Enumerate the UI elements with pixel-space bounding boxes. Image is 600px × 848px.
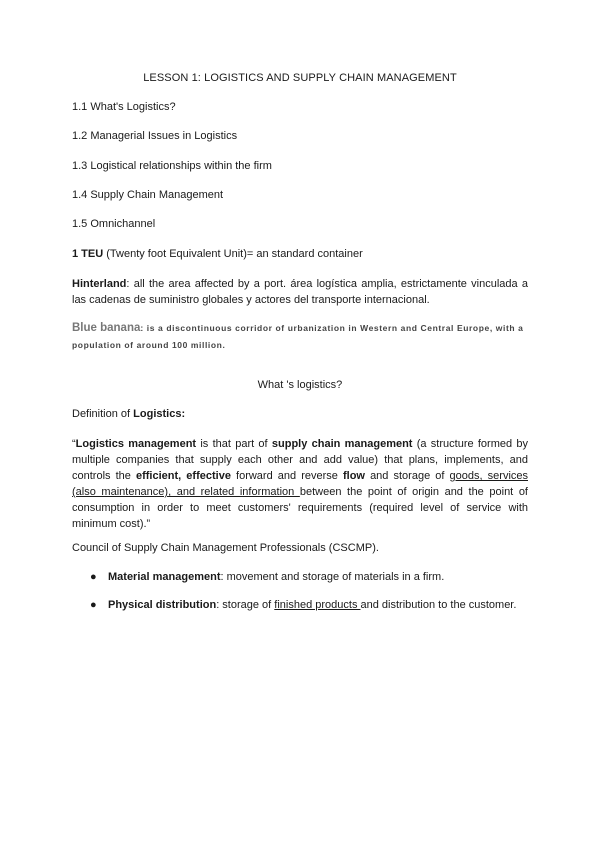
quote-underline: goods, services (also maintenance), and related information <box>72 470 528 498</box>
bullet-text: : movement and storage of materials in a firm. <box>220 571 445 583</box>
bullet-underline: finished products <box>274 599 361 611</box>
bullet-text: : storage of <box>216 599 275 611</box>
bullet-text: and distribution to the customer. <box>360 599 517 611</box>
quote-text: (a structure formed by multiple companies that supply each other and add value) that plans, implements, and controls the <box>72 438 529 482</box>
quote-text: “ <box>72 438 76 450</box>
toc-item: 1.3 Logistical relationships within the firm <box>72 160 272 172</box>
list-item <box>90 599 516 611</box>
quote-text: and storage of <box>364 470 450 482</box>
hinterland-term: Hinterland <box>72 278 127 290</box>
source-citation: Council of Supply Chain Management Professionals (CSCMP). <box>72 542 379 554</box>
blue-banana-term: Blue banana <box>72 322 141 334</box>
blue-banana-definition <box>72 320 528 354</box>
teu-definition <box>72 248 363 260</box>
quote-text: between the point of origin and the point of consumption in order to meet customers' requirements (required level of service with minimum cost).” <box>72 486 528 530</box>
bullet-icon: ● <box>90 571 97 583</box>
quote-bold: efficient, effective <box>135 470 231 482</box>
toc-item: 1.5 Omnichannel <box>72 218 156 230</box>
definition-label <box>72 408 185 420</box>
bullet-icon: ● <box>90 599 97 611</box>
toc-item: 1.1 What's Logistics? <box>72 101 176 113</box>
quote-bold: flow <box>342 470 365 482</box>
blue-banana-text: : is a discontinuous corridor of urbanization in Western and Central Europe, with a population of around 100 million. <box>72 323 524 350</box>
quote-text: is that part of <box>196 438 272 450</box>
toc-item: 1.4 Supply Chain Management <box>72 189 224 201</box>
hinterland-text: : all the area affected by a port. área logística amplia, estrictamente vinculada a las cadenas de suministro globales y actores del transporte internacional. <box>72 278 528 306</box>
bullet-term: Material management <box>108 571 221 583</box>
list-item <box>90 571 444 583</box>
quote-text: forward and reverse <box>230 470 343 482</box>
logistics-quote <box>72 436 528 532</box>
quote-bold: Logistics management <box>75 438 197 450</box>
hinterland-definition <box>72 276 528 308</box>
teu-text: (Twenty foot Equivalent Unit)= an standard container <box>103 248 363 260</box>
quote-bold: supply chain management <box>271 438 413 450</box>
bullet-term: Physical distribution <box>108 599 217 611</box>
teu-term: 1 TEU <box>72 248 104 260</box>
section-heading: What 's logistics? <box>257 379 343 391</box>
definition-label-text: Definition of <box>72 408 134 420</box>
document-title: LESSON 1: LOGISTICS AND SUPPLY CHAIN MANAGEMENT <box>143 72 457 84</box>
definition-label-bold: Logistics: <box>133 408 186 420</box>
toc-item: 1.2 Managerial Issues in Logistics <box>72 130 238 142</box>
